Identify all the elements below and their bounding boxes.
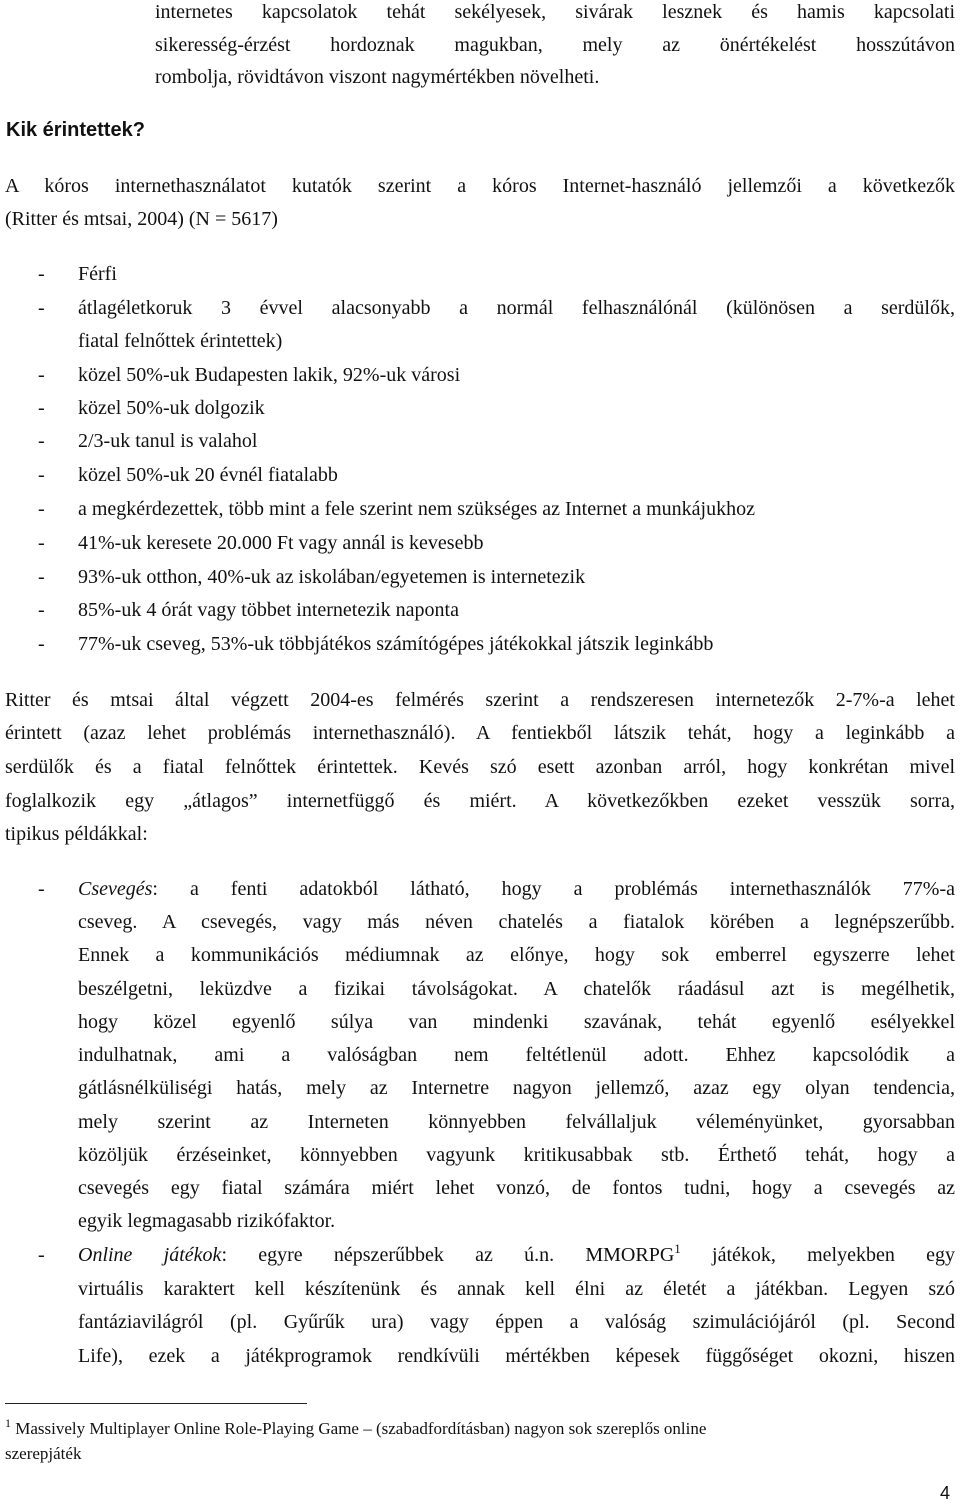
games-term: Online játékok [78,1244,222,1266]
paragraph-line: serdülők és a fiatal felnőttek érintettek. Kevés szó esett azonban arról, hogy konkrétan mivel [5,756,955,778]
list-dash: - [38,878,45,900]
paragraph-line: Ritter és mtsai által végzett 2004-es felmérés szerint a rendszeresen internetezők 2-7%-a lehet [5,689,955,711]
chat-line: cseveg. A csevegés, vagy más néven chatelés a fiatalok körében a legnépszerűbb. [78,911,955,933]
footnote-mark: 1 [5,1416,11,1430]
lead-line-1: A kóros internethasználatot kutatók szerint a kóros Internet-használó jellemzői a következők [5,175,955,197]
games-line: virtuális karaktert kell készítenünk és annak kell élni az életét a játékban. Legyen szó [78,1278,955,1300]
section-heading: Kik érintettek? [6,119,145,141]
chat-line: hogy közel egyenlő súlya van mindenki szavának, tehát egyenlő esélyekkel [78,1011,955,1033]
chat-first-line [78,877,955,901]
list-dash: - [38,532,45,554]
chat-line: közöljük érzéseinket, könnyebben vagyunk kritikusabbak stb. Érthető tehát, hogy a [78,1144,955,1166]
footnote-text: Massively Multiplayer Online Role-Playing Game – (szabadfordításban) nagyon sok szereplős online [11,1419,707,1438]
list-item: Férfi [78,263,117,285]
chat-line: egyik legmagasabb rizikófaktor. [78,1210,336,1232]
chat-first-rest: : a fenti adatokból látható, hogy a problémás internethasználók 77%-a [152,878,955,900]
page-number: 4 [939,1483,950,1503]
list-item: 93%-uk otthon, 40%-uk az iskolában/egyetemen is internetezik [78,566,586,588]
list-item: közel 50%-uk dolgozik [78,397,265,419]
chat-line: Ennek a kommunikációs médiumnak az előnye, hogy sok emberrel egyszerre lehet [78,944,955,966]
list-item: 41%-uk keresete 20.000 Ft vagy annál is kevesebb [78,532,484,554]
lead-line-2: (Ritter és mtsai, 2004) (N = 5617) [5,208,278,230]
list-item: 77%-uk cseveg, 53%-uk többjátékos számítógépes játékokkal játszik leginkább [78,633,714,655]
chat-line: indulhatnak, ami a valóságban nem feltétlenül adott. Ehhez kapcsolódik a [78,1044,955,1066]
footnote-line-2: szerepjáték [5,1444,82,1463]
paragraph-line: foglalkozik egy „átlagos” internetfüggő és miért. A következőkben ezeket vesszük sorra, [5,790,955,812]
chat-line: gátlásnélküliségi hatás, mely az Internetre nagyon jellemző, azaz egy olyan tendencia, [78,1077,955,1099]
chat-term: Csevegés [78,878,153,900]
footnote-rule [5,1403,307,1404]
list-dash: - [38,364,45,386]
list-dash: - [38,633,45,655]
footnote-ref[interactable]: 1 [674,1241,681,1256]
list-dash: - [38,1244,45,1266]
games-line: Life), ezek a játékprogramok rendkívüli mértékben képesek függőséget okozni, hiszen [78,1345,955,1367]
chat-line: beszélgetni, leküzdve a fizikai távolságokat. A chatelők ráadásul azt is megélhetik, [78,978,955,1000]
games-first-rest-b: játékok, melyekben egy [680,1244,955,1266]
list-item: átlagéletkoruk 3 évvel alacsonyabb a normál felhasználónál (különösen a serdülők, [78,297,955,319]
intro-line-3: rombolja, rövidtávon viszont nagymértékben növelheti. [155,66,600,88]
list-dash: - [38,464,45,486]
list-item: közel 50%-uk Budapesten lakik, 92%-uk városi [78,364,461,386]
list-item: 85%-uk 4 órát vagy többet internetezik naponta [78,599,459,621]
list-dash: - [38,599,45,621]
games-line: fantáziavilágról (pl. Gyűrűk ura) vagy éppen a valóság szimulációjáról (pl. Second [78,1311,955,1333]
list-dash: - [38,397,45,419]
games-first-rest-a: : egyre népszerűbbek az ú.n. MMORPG [221,1244,675,1266]
list-item: 2/3-uk tanul is valahol [78,430,258,452]
list-item: a megkérdezettek, több mint a fele szerint nem szükséges az Internet a munkájukhoz [78,498,755,520]
paragraph-line: tipikus példákkal: [5,823,148,845]
list-dash: - [38,297,45,319]
list-dash: - [38,263,45,285]
chat-line: csevegés egy fiatal számára miért lehet vonzó, de fontos tudni, hogy a csevegés az [78,1177,955,1199]
intro-line-1: internetes kapcsolatok tehát sekélyesek, sivárak lesznek és hamis kapcsolati [155,1,955,23]
list-dash: - [38,566,45,588]
intro-line-2: sikeresség-érzést hordoznak magukban, mely az önértékelést hosszútávon [155,34,955,56]
chat-line: mely szerint az Interneten könnyebben felvállaljuk véleményünket, gyorsabban [78,1111,955,1133]
list-item-continuation: fiatal felnőttek érintettek) [78,330,283,352]
paragraph-line: érintett (azaz lehet problémás internethasználó). A fentiekből látszik tehát, hogy a leginkább a [5,722,955,744]
list-dash: - [38,498,45,520]
list-item: közel 50%-uk 20 évnél fiatalabb [78,464,338,486]
footnote-line-1 [5,1418,706,1440]
list-dash: - [38,430,45,452]
games-first-line [78,1243,955,1267]
